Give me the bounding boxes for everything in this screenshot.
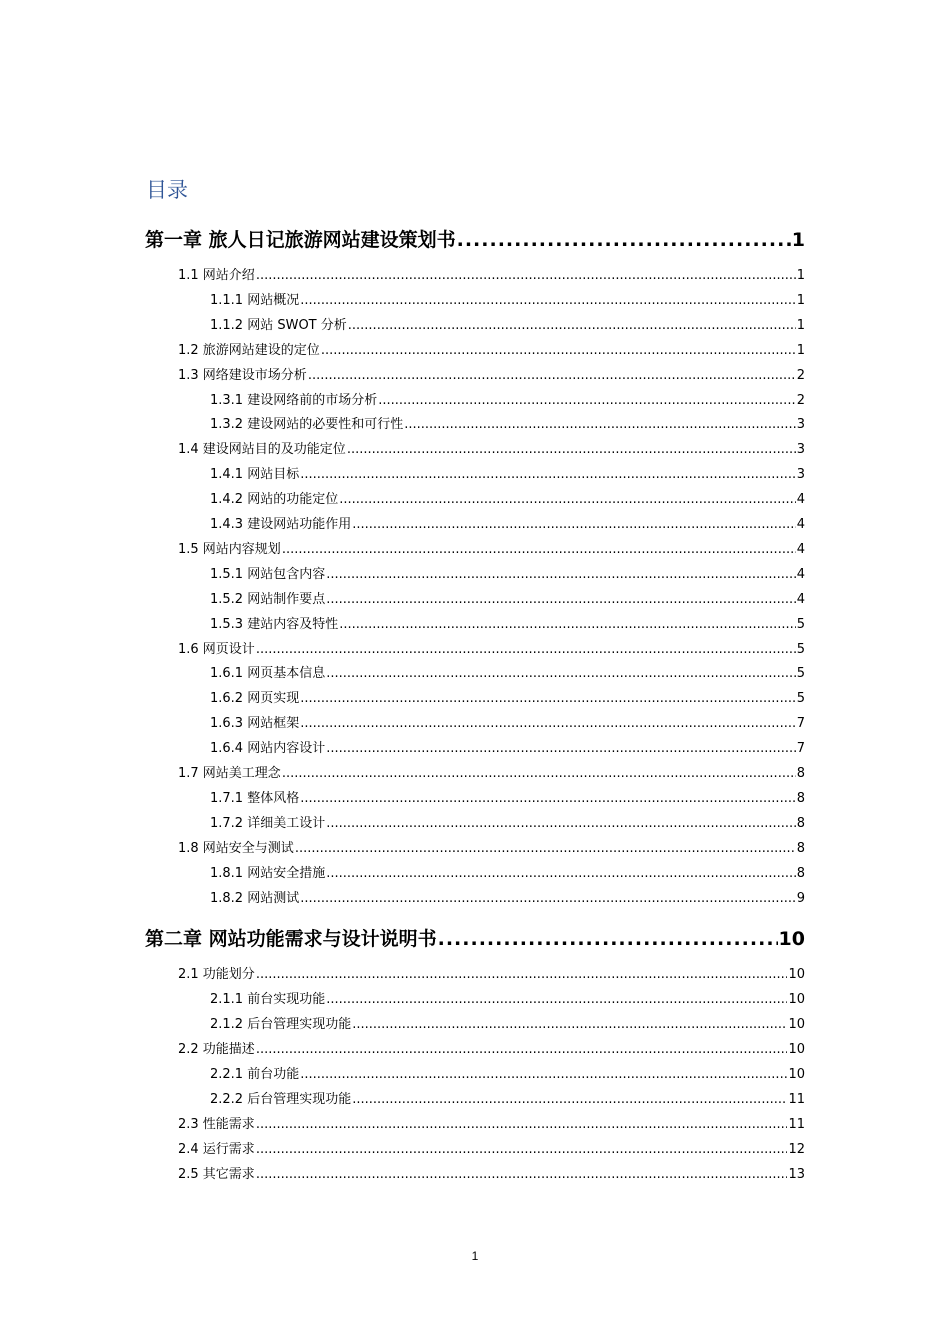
toc-entry[interactable] xyxy=(178,764,805,784)
toc-entry-page: 4 xyxy=(796,566,805,582)
toc-leader-dots xyxy=(256,1140,788,1160)
toc-entry-label: 2.1 功能划分 xyxy=(178,967,255,983)
toc-leader-dots xyxy=(378,391,796,411)
toc-entry[interactable] xyxy=(210,316,805,336)
toc-leader-dots xyxy=(404,415,796,435)
toc-entry-label: 1.5.3 建站内容及特性 xyxy=(210,616,339,632)
toc-entry-page: 10 xyxy=(788,1017,805,1033)
toc-entry-label: 2.2 功能描述 xyxy=(178,1042,255,1058)
toc-title: 目录 xyxy=(146,178,188,202)
toc-entry-label: 1.7.2 详细美工设计 xyxy=(210,815,326,831)
toc-leader-dots xyxy=(321,341,796,361)
toc-entry[interactable] xyxy=(210,415,805,435)
toc-leader-dots xyxy=(300,465,796,485)
toc-entry-label: 1.6 网页设计 xyxy=(178,641,255,657)
toc-entry[interactable] xyxy=(210,590,805,610)
toc-entry-page: 13 xyxy=(788,1166,805,1182)
toc-entry-label: 1.7.1 整体风格 xyxy=(210,790,300,806)
toc-entry[interactable] xyxy=(210,739,805,759)
toc-entry-label: 2.2.2 后台管理实现功能 xyxy=(210,1091,352,1107)
toc-leader-dots xyxy=(457,226,791,254)
toc-entry[interactable] xyxy=(210,814,805,834)
toc-entry-label: 1.4.1 网站目标 xyxy=(210,467,300,483)
toc-entry-page: 8 xyxy=(796,790,805,806)
toc-entry-page: 2 xyxy=(796,392,805,408)
toc-entry[interactable] xyxy=(210,465,805,485)
toc-entry-label: 1.4 建设网站目的及功能定位 xyxy=(178,442,346,458)
toc-entry-page: 3 xyxy=(796,417,805,433)
toc-entry-label: 1.1 网站介绍 xyxy=(178,268,255,283)
toc-entry-label: 2.2.1 前台功能 xyxy=(210,1067,300,1082)
toc-entry-label: 1.5 网站内容规划 xyxy=(178,541,281,557)
toc-entry-page: 5 xyxy=(796,616,805,632)
toc-leader-dots xyxy=(256,965,788,985)
toc-entry-page: 3 xyxy=(796,467,805,483)
toc-entry[interactable] xyxy=(210,391,805,411)
toc-leader-dots xyxy=(352,1090,787,1110)
toc-entry-page: 9 xyxy=(796,890,805,906)
toc-leader-dots xyxy=(256,640,796,660)
toc-entry-label: 2.4 运行需求 xyxy=(178,1141,255,1157)
toc-entry-label: 2.5 其它需求 xyxy=(178,1166,255,1182)
toc-entry-page: 4 xyxy=(796,591,805,607)
toc-leader-dots xyxy=(339,490,796,510)
toc-entry-page: 4 xyxy=(796,541,805,557)
toc-leader-dots xyxy=(326,664,796,684)
toc-chapter-entry[interactable] xyxy=(145,226,805,254)
toc-entry[interactable] xyxy=(210,689,805,709)
toc-entry-page: 10 xyxy=(788,992,805,1008)
toc-entry-label: 1.8.1 网站安全措施 xyxy=(210,865,326,881)
toc-leader-dots xyxy=(300,689,796,709)
toc-entry-page: 11 xyxy=(788,1091,805,1107)
toc-entry-page: 7 xyxy=(796,716,805,732)
toc-leader-dots xyxy=(326,864,796,884)
toc-entry[interactable] xyxy=(210,515,805,535)
toc-entry[interactable] xyxy=(178,341,805,361)
toc-leader-dots xyxy=(256,1040,788,1060)
toc-entry-label: 1.3.2 建设网站的必要性和可行性 xyxy=(210,417,404,433)
toc-entry-label: 1.6.1 网页基本信息 xyxy=(210,666,326,682)
toc-entry-page: 12 xyxy=(788,1141,805,1157)
toc-entry-label: 1.8.2 网站测试 xyxy=(210,890,300,906)
toc-entry[interactable] xyxy=(178,366,805,386)
toc-leader-dots xyxy=(326,814,796,834)
toc-entry[interactable] xyxy=(210,615,805,635)
toc-entry-page: 1 xyxy=(796,292,805,308)
toc-entry[interactable] xyxy=(178,965,805,985)
toc-entry-page: 5 xyxy=(796,666,805,682)
toc-entry-label: 1.2 旅游网站建设的定位 xyxy=(178,342,320,358)
toc-leader-dots xyxy=(348,316,796,336)
toc-entry-page: 1 xyxy=(791,229,805,251)
toc-entry[interactable] xyxy=(210,291,805,311)
toc-entry-label: 1.6.3 网站框架 xyxy=(210,716,300,732)
toc-leader-dots xyxy=(339,615,796,635)
toc-entry[interactable] xyxy=(210,1015,805,1035)
toc-entry[interactable] xyxy=(210,889,805,909)
toc-entry-page: 4 xyxy=(796,492,805,508)
toc-entry[interactable] xyxy=(210,714,805,734)
toc-leader-dots xyxy=(308,366,796,386)
toc-entry-page: 8 xyxy=(796,840,805,856)
toc-entry[interactable] xyxy=(210,990,805,1010)
toc-leader-dots xyxy=(326,565,796,585)
toc-entry-page: 8 xyxy=(796,815,805,831)
toc-entry-page: 2 xyxy=(796,367,805,383)
toc-entry[interactable] xyxy=(178,839,805,859)
toc-entry-page: 10 xyxy=(788,1042,805,1058)
toc-entry[interactable] xyxy=(178,440,805,460)
toc-entry[interactable] xyxy=(210,664,805,684)
toc-entry-page: 3 xyxy=(796,442,805,458)
page-number: 1 xyxy=(471,1249,479,1263)
toc-entry-page: 11 xyxy=(788,1116,805,1132)
toc-entry-label: 2.3 性能需求 xyxy=(178,1116,255,1132)
toc-entry-label: 2.1.1 前台实现功能 xyxy=(210,992,326,1008)
toc-leader-dots xyxy=(352,515,796,535)
toc-entry-page: 10 xyxy=(778,928,805,951)
toc-entry[interactable] xyxy=(178,266,805,286)
toc-entry[interactable] xyxy=(210,565,805,585)
toc-entry[interactable] xyxy=(210,864,805,884)
toc-entry-page: 5 xyxy=(796,691,805,707)
toc-leader-dots xyxy=(300,889,796,909)
toc-entry-label: 1.8 网站安全与测试 xyxy=(178,840,294,856)
toc-entry-label: 1.4.2 网站的功能定位 xyxy=(210,492,339,508)
toc-leader-dots xyxy=(295,839,796,859)
toc-entry-label: 1.1.1 网站概况 xyxy=(210,292,300,308)
toc-entry[interactable] xyxy=(210,1090,805,1110)
toc-entry-label: 1.4.3 建设网站功能作用 xyxy=(210,517,352,532)
toc-entry-label: 1.6.4 网站内容设计 xyxy=(210,741,326,757)
toc-entry-label: 1.7 网站美工理念 xyxy=(178,766,281,781)
toc-entry-label: 1.5.2 网站制作要点 xyxy=(210,591,326,607)
toc-entry-page: 1 xyxy=(796,317,805,333)
toc-leader-dots xyxy=(326,590,796,610)
toc-entry[interactable] xyxy=(210,789,805,809)
toc-entry-label: 第一章 旅人日记旅游网站建设策划书 xyxy=(145,229,456,251)
toc-entry-page: 10 xyxy=(788,967,805,983)
toc-leader-dots xyxy=(300,1065,787,1085)
toc-entry-label: 第二章 网站功能需求与设计说明书 xyxy=(145,928,437,951)
toc-entry-page: 8 xyxy=(796,865,805,881)
toc-entry-label: 2.1.2 后台管理实现功能 xyxy=(210,1017,352,1033)
toc-entry-label: 1.3.1 建设网络前的市场分析 xyxy=(210,392,378,408)
toc-leader-dots xyxy=(282,764,796,784)
toc-entry-page: 5 xyxy=(796,641,805,657)
toc-entry[interactable] xyxy=(210,1065,805,1085)
toc-entry[interactable] xyxy=(178,640,805,660)
toc-entry[interactable] xyxy=(178,1140,805,1160)
toc-entry-label: 1.5.1 网站包含内容 xyxy=(210,566,326,582)
toc-leader-dots xyxy=(256,266,796,286)
toc-entry-page: 8 xyxy=(796,766,805,781)
toc-entry[interactable] xyxy=(178,1040,805,1060)
toc-leader-dots xyxy=(326,739,796,759)
toc-leader-dots xyxy=(326,990,787,1010)
toc-entry-page: 10 xyxy=(788,1067,805,1082)
toc-leader-dots xyxy=(347,440,796,460)
toc-entry-label: 1.1.2 网站 SWOT 分析 xyxy=(210,317,347,333)
toc-entry-label: 1.6.2 网页实现 xyxy=(210,691,300,707)
toc-entry-label: 1.3 网络建设市场分析 xyxy=(178,367,307,383)
toc-entry[interactable] xyxy=(178,540,805,560)
toc-entry-page: 4 xyxy=(796,517,805,532)
toc-chapter-entry[interactable] xyxy=(145,925,805,953)
toc-entry-page: 7 xyxy=(796,741,805,757)
toc-leader-dots xyxy=(282,540,796,560)
toc-entry-page: 1 xyxy=(796,268,805,283)
toc-leader-dots xyxy=(438,925,778,953)
toc-leader-dots xyxy=(300,291,796,311)
toc-leader-dots xyxy=(300,714,796,734)
toc-entry[interactable] xyxy=(178,1115,805,1135)
toc-leader-dots xyxy=(256,1115,788,1135)
toc-entry[interactable] xyxy=(178,1165,805,1185)
toc-entry-page: 1 xyxy=(796,342,805,358)
toc-leader-dots xyxy=(256,1165,788,1185)
toc-leader-dots xyxy=(300,789,796,809)
toc-leader-dots xyxy=(352,1015,787,1035)
toc-entry[interactable] xyxy=(210,490,805,510)
